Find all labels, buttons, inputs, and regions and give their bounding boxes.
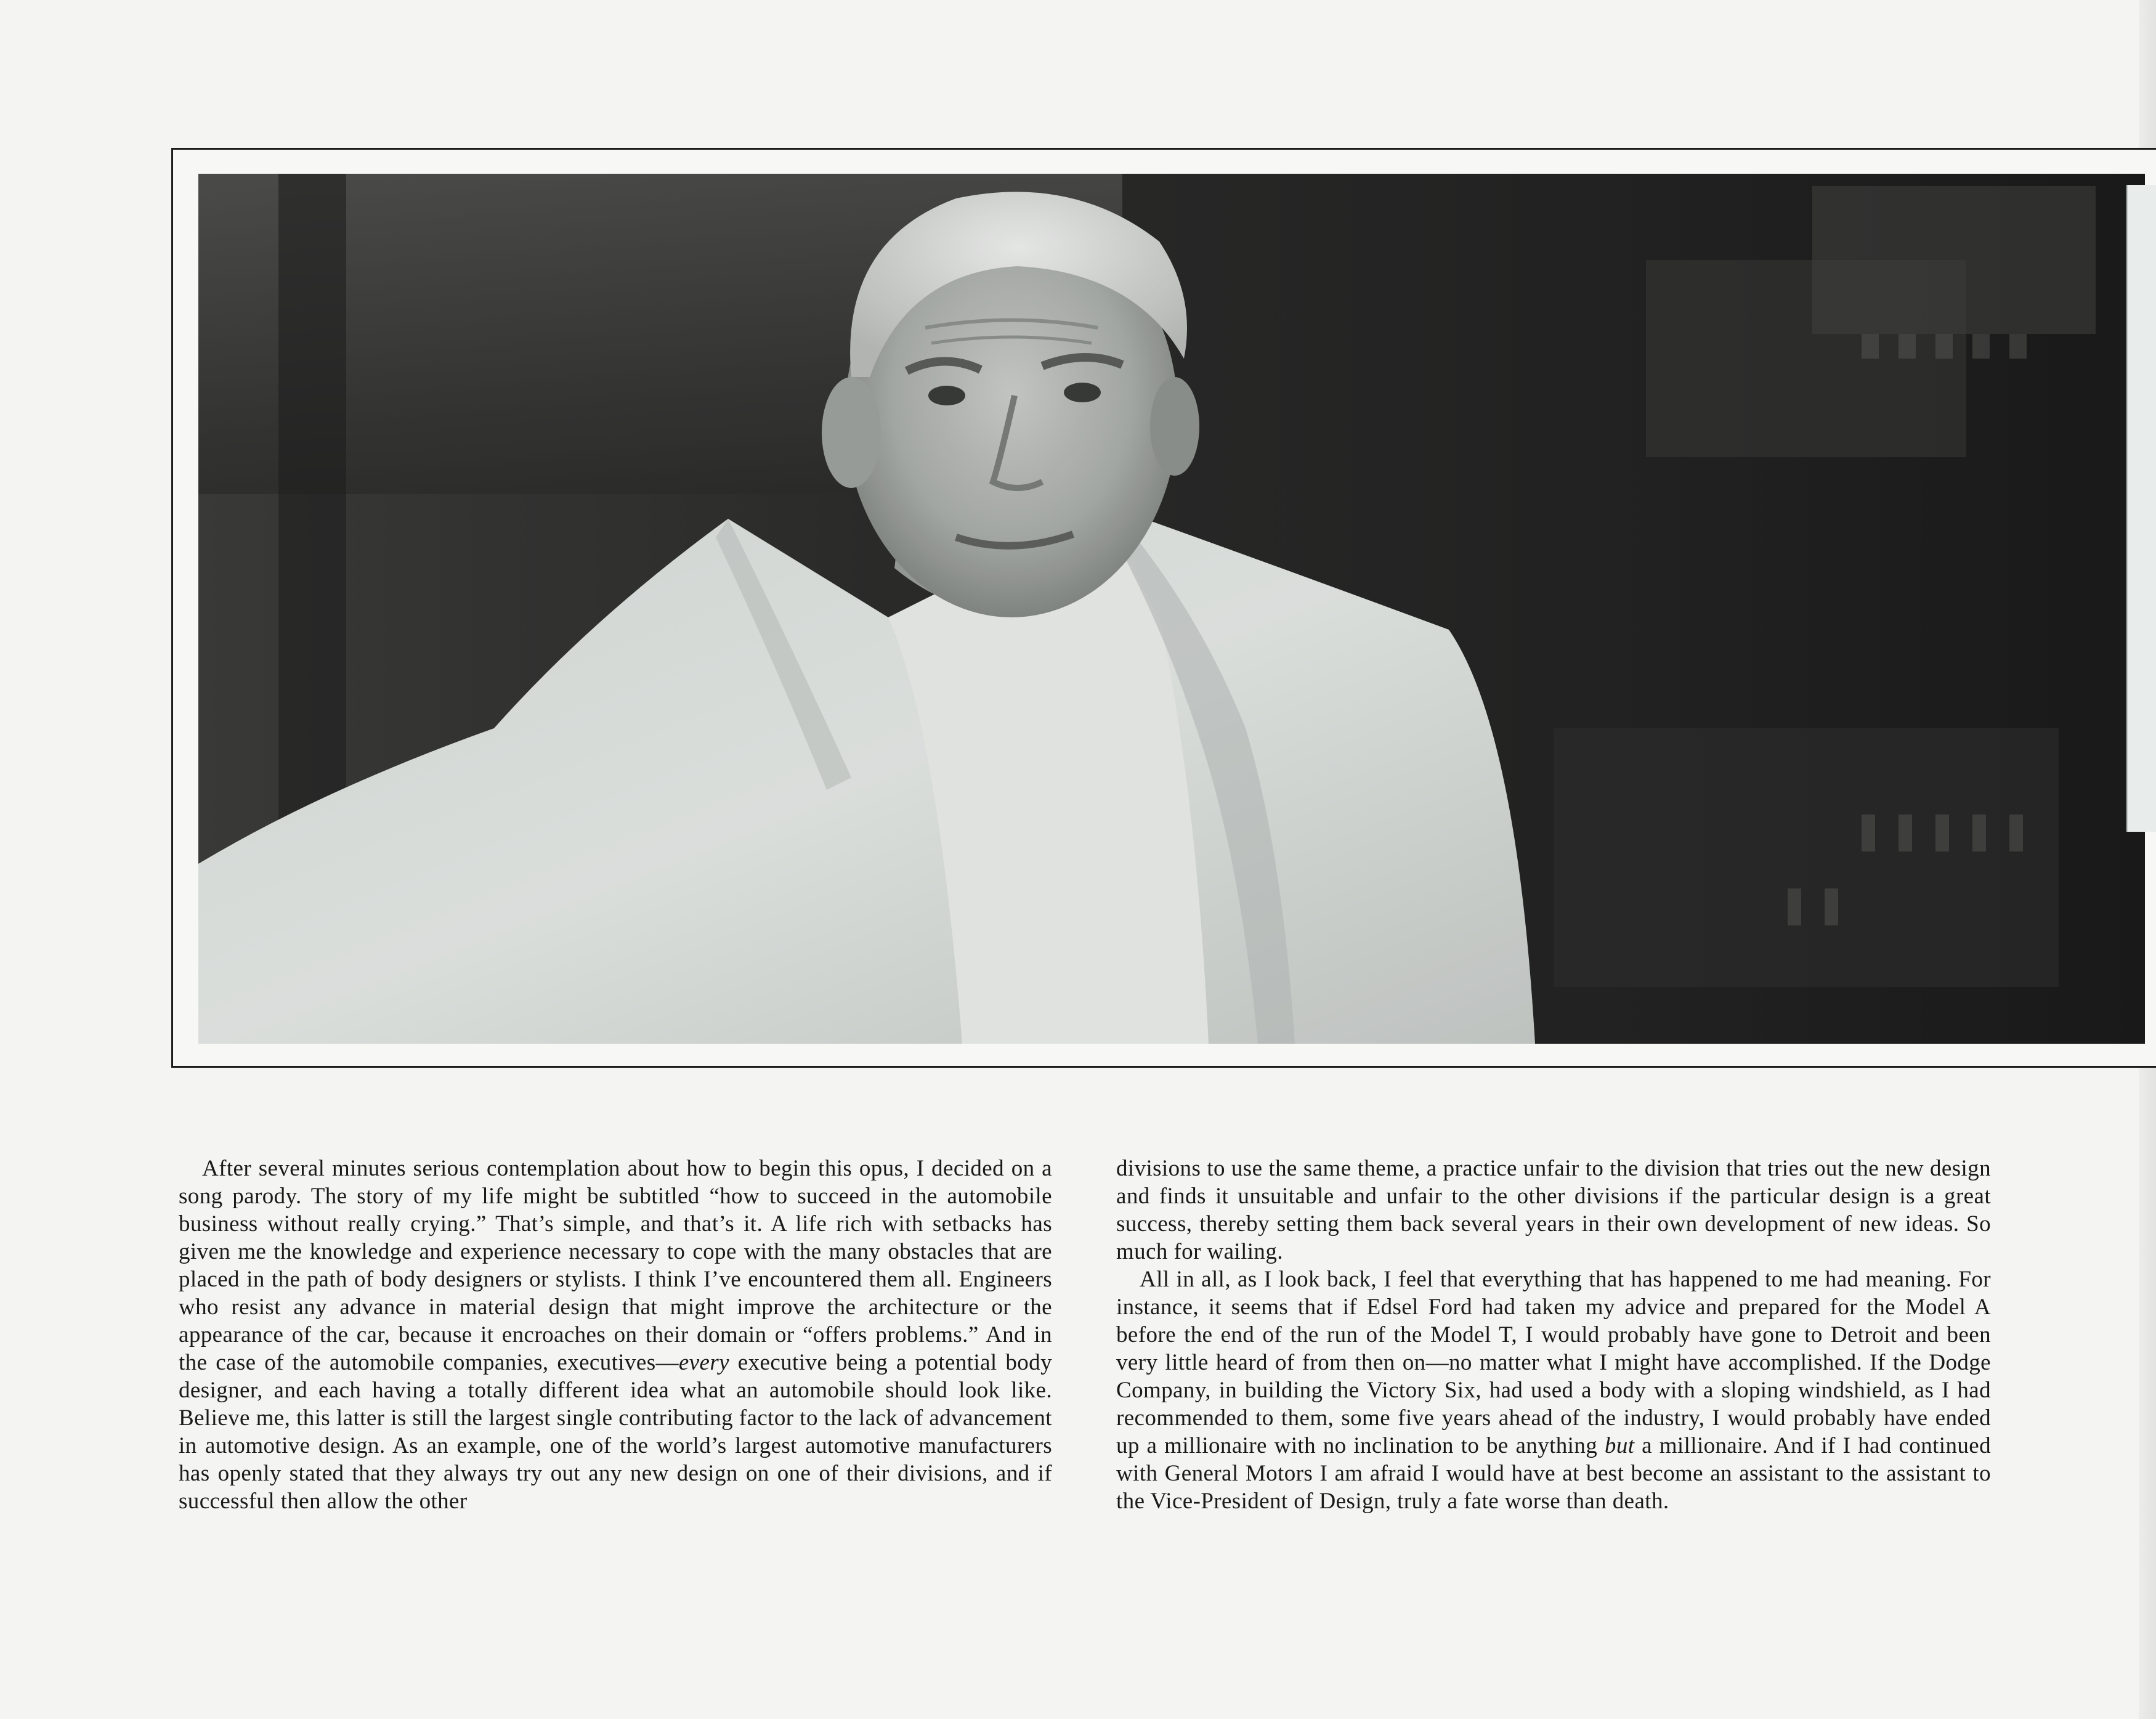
paragraph-text: executive being a potential body designer, and each having a totally different idea what an automobile should look like. Believe me, this latter is still the largest single contributing factor to the lack of advancement in automotive design. As an example, one of the world’s largest automotive manufacturers has openly stated that they always try out any new design on one of their divisions, and if successful then allow the other [179, 1350, 1052, 1514]
paragraph-text: After several minutes serious contemplation about how to begin this opus, I decided on a song parody. The story of my life might be subtitled “how to succeed in the automobile business without really crying.” That’s simple, and that’s it. A life rich with setbacks has given me the knowledge and experience necessary to cope with the many obstacles that are placed in the path of body designers or stylists. I think I’ve encountered them all. Engineers who resist any advance in material design that might improve the architecture or the appearance of the car, because it encroaches on their domain or “offers problems.” And in the case of the automobile companies, executives— [179, 1156, 1052, 1375]
paper-tab [2126, 185, 2156, 832]
emphasis-text: every [678, 1350, 729, 1375]
paragraph-text: a millionaire. And if I had continued with General Motors I am afraid I would have at best become an assistant to the assistant to the Vice-President of Design, truly a fate worse than death. [1116, 1433, 1991, 1514]
emphasis-text: but [1604, 1433, 1635, 1458]
paragraph [1116, 1155, 1991, 1266]
paragraph-text: All in all, as I look back, I feel that everything that has happened to me had meaning. For instance, it seems that if Edsel Ford had taken my advice and prepared for the Model A before the end of the run of the Model T, I would probably have gone to Detroit and been very little heard of from then on—no matter what I might have accomplished. If the Dodge Company, in building the Victory Six, had used a body with a sloping windshield, as I had recommended to them, some five years ahead of the industry, I would probably have ended up a millionaire with no inclination to be anything [1116, 1267, 1991, 1458]
article-column-left [179, 1155, 1052, 1515]
paragraph [179, 1155, 1052, 1515]
portrait-photo [198, 174, 2145, 1044]
paragraph [1116, 1266, 1991, 1515]
article-column-right [1116, 1155, 1991, 1515]
paragraph-text: divisions to use the same theme, a practice unfair to the division that tries out the new design and finds it unsuitable and unfair to the other divisions if the particular design is a great success, thereby setting them back several years in their own development of new ideas. So much for wailing. [1116, 1156, 1991, 1264]
